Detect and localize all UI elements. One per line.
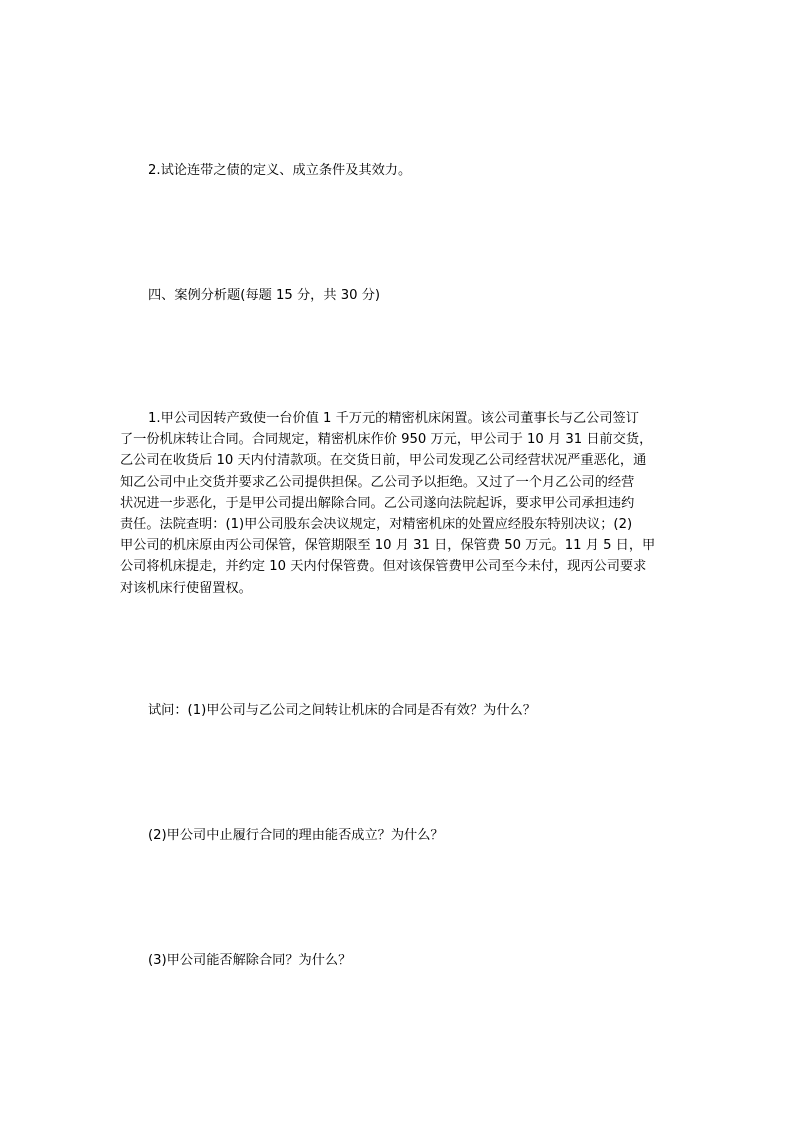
case-1-line: 公司将机床提走，并约定 10 天内付保管费。但对该保管费甲公司至今未付，现丙公司要求 xyxy=(120,559,647,575)
case-1-line: 甲公司的机床原由丙公司保管，保管期限至 10 月 31 日，保管费 50 万元。11 月 5 日，甲 xyxy=(120,538,656,554)
section-4-heading: 四、案例分析题(每题 15 分，共 30 分) xyxy=(148,288,381,303)
case-1-line: 知乙公司中止交货并要求乙公司提供担保。乙公司予以拒绝。又过了一个月乙公司的经营 xyxy=(120,474,635,490)
case-1-line: 乙公司在收货后 10 天内付清款项。在交货日前，甲公司发现乙公司经营状况严重恶化，通 xyxy=(120,453,647,469)
case-1-question-1: 试问：(1)甲公司与乙公司之间转让机床的合同是否有效？为什么？ xyxy=(148,703,536,718)
case-1-paragraph xyxy=(120,408,675,599)
case-1-question-2: (2)甲公司中止履行合同的理由能否成立？为什么？ xyxy=(148,828,444,843)
case-1-line: 责任。法院查明：(1)甲公司股东会决议规定，对精密机床的处置应经股东特别决议；(2) xyxy=(120,516,633,532)
case-1-line: 对该机床行使留置权。 xyxy=(120,580,252,596)
case-1-question-3: (3)甲公司能否解除合同？为什么？ xyxy=(148,953,352,968)
case-1-line: 状况进一步恶化，于是甲公司提出解除合同。乙公司遂向法院起诉，要求甲公司承担违约 xyxy=(120,495,635,511)
essay-question-2: 2.试论连带之债的定义、成立条件及其效力。 xyxy=(148,163,412,178)
case-1-line: 1.甲公司因转产致使一台价值 1 千万元的精密机床闲置。该公司董事长与乙公司签订 xyxy=(148,411,639,426)
case-1-line: 了一份机床转让合同。合同规定，精密机床作价 950 万元，甲公司于 10 月 31 日前交货， xyxy=(120,432,653,448)
